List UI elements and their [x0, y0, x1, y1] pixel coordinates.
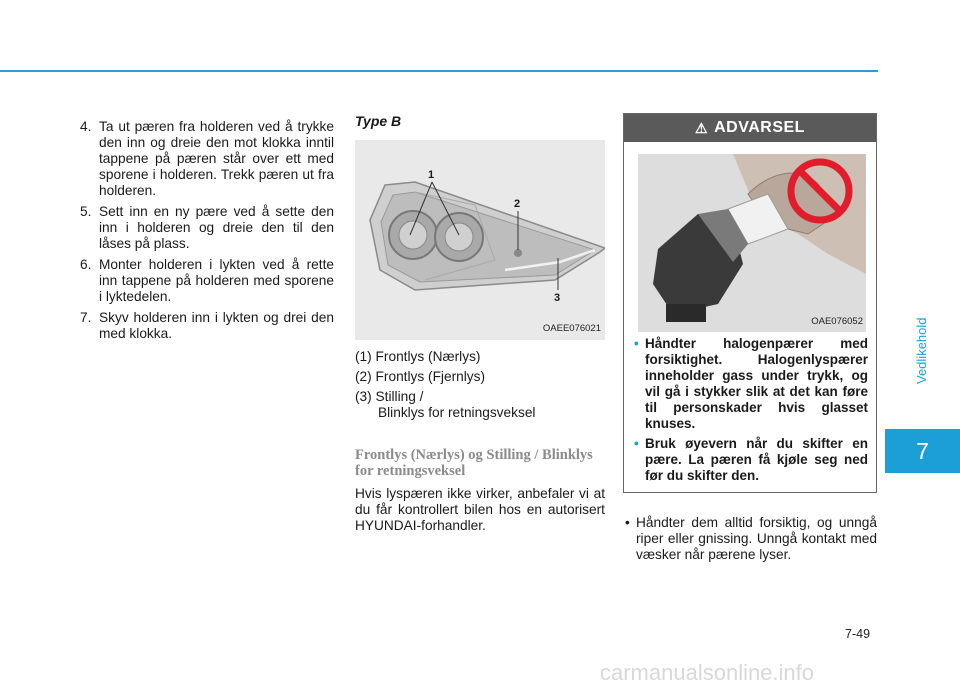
warning-item-text: Bruk øyevern når du skifter en pære. La pæren få kjøle seg ned før du skifter den. [645, 436, 868, 483]
legend-item-line: Blinklys for retningsveksel [378, 405, 536, 420]
bullet-icon: • [634, 336, 639, 351]
warning-triangle-icon: ⚠ [695, 120, 709, 136]
left-column [80, 119, 334, 347]
step-number: 4. [80, 119, 92, 134]
middle-column [355, 113, 605, 534]
step-item [80, 204, 334, 252]
warning-list [634, 336, 868, 488]
warning-header [624, 114, 876, 142]
header-rule [0, 70, 878, 72]
warning-item [634, 436, 868, 484]
figure-legend [355, 349, 605, 421]
step-item [80, 119, 334, 199]
warning-title: ADVARSEL [714, 119, 805, 136]
step-text: Monter holderen i lykten ved å rette inn tappene på holderen med sporene i lyktedelen. [99, 257, 334, 304]
prohibited-icon [785, 156, 855, 226]
legend-item: (1) Frontlys (Nærlys) [355, 349, 481, 364]
legend-item-line: (3) Stilling / [355, 389, 424, 404]
watermark: carmanualsonline.info [600, 660, 815, 685]
warning-item-text: Håndter halogenpærer med forsiktighet. Halogenlyspærer inneholder gass under trykk, og vil gå i stykker slik at det kan føre til personskader hvis glasset knuses. [645, 336, 868, 431]
type-label: Type B [355, 113, 402, 129]
step-item [80, 257, 334, 305]
callout-1: 1 [428, 169, 435, 181]
right-column [623, 113, 877, 563]
section-paragraph: Hvis lyspæren ikke virker, anbefaler vi at du får kontrollert bilen hos en autorisert HYUNDAI-forhandler. [355, 486, 605, 533]
warning-box [623, 113, 877, 493]
legend-item: (2) Frontlys (Fjernlys) [355, 369, 486, 384]
step-text: Ta ut pæren fra holderen ved å trykke den inn og dreie den mot klokka inntil tappene på pæren står over ett med sporene i holderen. Trekk pæren ut fra holderen. [99, 119, 334, 198]
chapter-side-label: Vedlikehold [914, 317, 929, 384]
handling-note [623, 515, 877, 563]
warning-item [634, 336, 868, 432]
callout-3: 3 [554, 292, 561, 304]
step-text: Skyv holderen inn i lykten og drei den med klokka. [99, 310, 334, 341]
callout-2: 2 [514, 198, 521, 210]
warning-photo [638, 154, 866, 332]
step-number: 5. [80, 204, 92, 219]
section-heading: Frontlys (Nærlys) og Stilling / Blinklys for retningsveksel [355, 447, 593, 479]
step-number: 6. [80, 257, 92, 272]
chapter-number-tab: 7 [885, 429, 960, 473]
instruction-steps [80, 119, 334, 342]
headlamp-illustration [355, 140, 605, 340]
bullet-icon: • [634, 436, 639, 451]
headlamp-figure [355, 140, 605, 340]
step-number: 7. [80, 310, 92, 325]
page-number: 7-49 [845, 627, 871, 641]
step-item [80, 310, 334, 342]
legend-item [355, 389, 605, 421]
step-text: Sett inn en ny pære ved å sette den inn i holderen og dreie den til den låses på plass. [99, 204, 334, 251]
bullet-icon: • [625, 515, 630, 530]
figure-code: OAEE076021 [542, 323, 601, 334]
warning-figure-code: OAE076052 [811, 316, 863, 327]
handling-note-text: Håndter dem alltid forsiktig, og unngå riper eller gnissing. Unngå kontakt med væsker når pærene lyser. [636, 515, 877, 562]
